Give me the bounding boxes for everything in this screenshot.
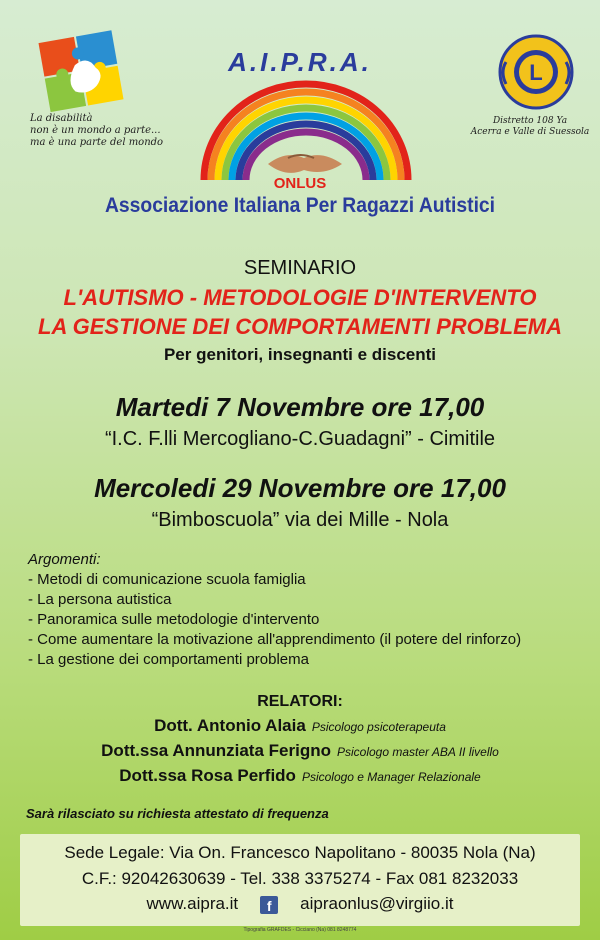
speaker-role: Psicologo psicoterapeuta <box>311 720 446 734</box>
session-date: Mercoledi 29 Novembre ore 17,00 <box>94 473 506 503</box>
topics-section <box>28 550 588 670</box>
topics-heading: Argomenti: <box>28 551 101 568</box>
web-contacts <box>20 894 580 914</box>
list-item: - La gestione dei comportamenti problema <box>28 651 309 668</box>
onlus-label: ONLUS <box>273 175 327 192</box>
session-place: “Bimboscuola” via dei Mille - Nola <box>151 509 449 531</box>
seminar-title-line1: L'AUTISMO - METODOLOGIE D'INTERVENTO <box>63 285 537 310</box>
seminar-audience: Per genitori, insegnanti e discenti <box>163 345 437 364</box>
svg-text:L: L <box>529 60 543 85</box>
motto-line: ma è una parte del mondo <box>30 137 164 148</box>
legal-address: Sede Legale: Via On. Francesco Napolitano - 80035 Nola (Na) <box>64 843 536 862</box>
seminar-label: SEMINARIO <box>243 257 357 279</box>
website-link[interactable]: www.aipra.it <box>146 894 239 913</box>
email-link[interactable]: aipraonlus@virgiio.it <box>300 894 454 913</box>
lions-district <box>460 116 600 138</box>
topics-list <box>28 570 588 670</box>
speakers-heading: RELATORI: <box>257 693 343 710</box>
list-item: - Metodi di comunicazione scuola famiglia <box>28 571 306 588</box>
motto-line: La disabilità <box>30 113 93 124</box>
speaker-role: Psicologo master ABA II livello <box>336 745 499 759</box>
lions-logo-icon <box>496 32 576 112</box>
contact-footer <box>20 834 580 926</box>
seminar-title-line2: LA GESTIONE DEI COMPORTAMENTI PROBLEMA <box>38 314 562 339</box>
session-date: Martedi 7 Novembre ore 17,00 <box>115 392 485 422</box>
rainbow-handshake-icon <box>196 80 416 180</box>
speaker-row <box>0 766 600 786</box>
puzzle-logo-icon <box>36 30 128 112</box>
session-place: “I.C. F.lli Mercogliano-C.Guadagni” - Cimitile <box>104 428 496 450</box>
motto-line: non è un mondo a parte... <box>30 125 161 136</box>
district-line: Acerra e Valle di Suessola <box>470 127 590 137</box>
speaker-name: Dott. Antonio Alaia <box>154 716 306 735</box>
list-item: - Panoramica sulle metodologie d'intervento <box>28 611 320 628</box>
printer-credit: Tipografia GRAFDES - Cicciano (Na) 081 8248774 <box>243 927 357 933</box>
org-full-name: Associazione Italiana Per Ragazzi Autistici <box>104 194 496 217</box>
contact-numbers: C.F.: 92042630639 - Tel. 338 3375274 - Fax 081 8232033 <box>81 869 519 888</box>
speaker-name: Dott.ssa Rosa Perfido <box>119 766 296 785</box>
disability-motto <box>30 113 200 149</box>
speaker-role: Psicologo e Manager Relazionale <box>301 770 481 784</box>
list-item: - Come aumentare la motivazione all'apprendimento (il potere del rinforzo) <box>28 631 522 648</box>
list-item: - La persona autistica <box>28 591 172 608</box>
facebook-icon[interactable]: f <box>260 896 278 914</box>
district-line: Distretto 108 Ya <box>492 116 568 126</box>
speaker-row <box>0 716 600 736</box>
speaker-name: Dott.ssa Annunziata Ferigno <box>101 741 331 760</box>
certificate-note: Sarà rilasciato su richiesta attestato di frequenza <box>26 806 329 821</box>
speaker-row <box>0 741 600 761</box>
org-short-name: A.I.P.R.A. <box>228 47 372 77</box>
